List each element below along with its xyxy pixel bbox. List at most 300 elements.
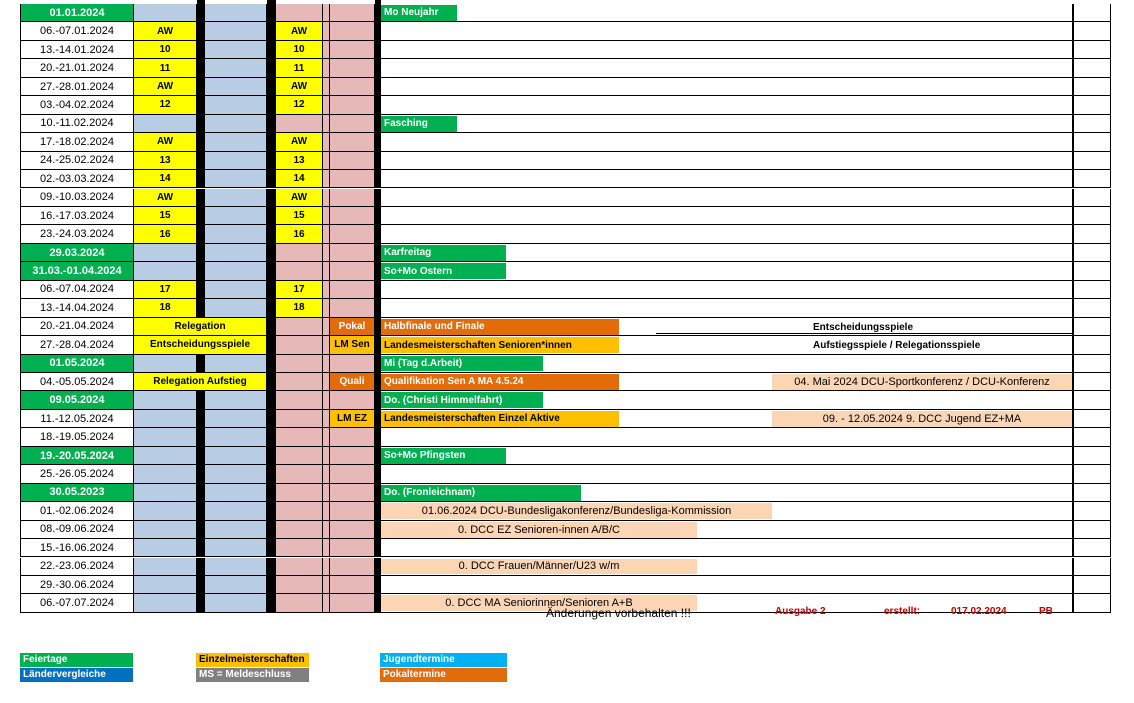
event-label: Halbfinale und Finale — [381, 319, 619, 335]
end-cell — [1073, 355, 1111, 373]
end-cell — [1073, 41, 1111, 59]
spacer-cell — [323, 521, 330, 539]
tag-cell — [330, 59, 375, 77]
round-cell-1: 15 — [134, 207, 197, 225]
round-cell-1: AW — [134, 78, 197, 96]
event-cell — [381, 576, 1073, 594]
round-cell-3 — [276, 373, 323, 391]
tag-cell — [330, 281, 375, 299]
tag-cell — [330, 539, 375, 557]
spacer-cell — [323, 78, 330, 96]
spacer-cell — [323, 281, 330, 299]
column-divider — [197, 262, 205, 280]
calendar-row — [0, 59, 1134, 77]
round-cell-1 — [134, 594, 197, 612]
end-cell — [1073, 502, 1111, 520]
column-divider — [197, 594, 205, 612]
column-divider — [197, 521, 205, 539]
round-cell-3: AW — [276, 189, 323, 207]
round-cell-2 — [205, 189, 267, 207]
date-cell: 16.-17.03.2024 — [20, 207, 134, 225]
calendar-row — [0, 558, 1134, 576]
round-cell-2 — [205, 447, 267, 465]
column-divider — [267, 576, 276, 594]
round-cell-3: 18 — [276, 299, 323, 317]
end-cell — [1073, 576, 1111, 594]
date-cell: 03.-04.02.2024 — [20, 96, 134, 114]
tag-cell: LM EZ — [330, 410, 375, 428]
span-label-cell: Relegation Aufstieg — [134, 373, 267, 391]
column-divider — [267, 318, 276, 336]
calendar-row — [0, 355, 1134, 373]
round-cell-1: 14 — [134, 170, 197, 188]
round-cell-2 — [205, 410, 267, 428]
end-cell — [1073, 299, 1111, 317]
calendar-row — [0, 4, 1134, 22]
round-cell-2 — [205, 465, 267, 483]
column-divider — [267, 189, 276, 207]
date-cell: 13.-14.04.2024 — [20, 299, 134, 317]
end-cell — [1073, 594, 1111, 612]
event-label: So+Mo Ostern — [381, 263, 506, 279]
column-divider — [197, 484, 205, 502]
round-cell-1 — [134, 502, 197, 520]
column-divider — [197, 96, 205, 114]
calendar-row — [0, 22, 1134, 40]
tag-cell — [330, 428, 375, 446]
column-divider — [267, 41, 276, 59]
date-cell: 17.-18.02.2024 — [20, 133, 134, 151]
column-divider — [197, 4, 205, 22]
end-cell — [1073, 22, 1111, 40]
round-cell-1 — [134, 484, 197, 502]
column-divider — [197, 225, 205, 243]
tag-cell — [330, 189, 375, 207]
event-cell — [381, 96, 1073, 114]
tag-cell — [330, 521, 375, 539]
column-divider — [267, 115, 276, 133]
spacer-cell — [323, 115, 330, 133]
event-cell — [381, 428, 1073, 446]
round-cell-1: 18 — [134, 299, 197, 317]
round-cell-2 — [205, 558, 267, 576]
round-cell-3: 10 — [276, 41, 323, 59]
end-cell — [1073, 447, 1111, 465]
tag-cell — [330, 465, 375, 483]
edition-label: Ausgabe 2 — [775, 606, 826, 617]
round-cell-1: AW — [134, 189, 197, 207]
tag-cell — [330, 225, 375, 243]
date-cell: 27.-28.01.2024 — [20, 78, 134, 96]
round-cell-1 — [134, 410, 197, 428]
end-cell — [1073, 4, 1111, 22]
calendar-row — [0, 299, 1134, 317]
event-cell — [381, 115, 1073, 133]
round-cell-1 — [134, 355, 197, 373]
spacer-cell — [323, 447, 330, 465]
event-cell — [381, 78, 1073, 96]
event-label: Do. (Fronleichnam) — [381, 485, 581, 501]
spacer-cell — [323, 170, 330, 188]
calendar-row — [0, 189, 1134, 207]
calendar-row — [0, 373, 1134, 391]
end-cell — [1073, 207, 1111, 225]
column-divider — [267, 355, 276, 373]
column-divider — [197, 189, 205, 207]
calendar-row — [0, 502, 1134, 520]
round-cell-2 — [205, 281, 267, 299]
round-cell-3 — [276, 262, 323, 280]
round-cell-1 — [134, 428, 197, 446]
column-divider — [197, 447, 205, 465]
round-cell-1: 12 — [134, 96, 197, 114]
spacer-cell — [323, 152, 330, 170]
event-label: Qualifikation Sen A MA 4.5.24 — [381, 374, 619, 390]
round-cell-1 — [134, 244, 197, 262]
round-cell-2 — [205, 22, 267, 40]
date-cell: 13.-14.01.2024 — [20, 41, 134, 59]
round-cell-2 — [205, 299, 267, 317]
calendar-row — [0, 465, 1134, 483]
spacer-cell — [323, 262, 330, 280]
end-cell — [1073, 410, 1111, 428]
spacer-cell — [323, 502, 330, 520]
calendar-row — [0, 207, 1134, 225]
column-divider — [197, 281, 205, 299]
date-cell: 27.-28.04.2024 — [20, 336, 134, 354]
round-cell-3: AW — [276, 22, 323, 40]
event-cell — [381, 41, 1073, 59]
legend-jugendtermine: Jugendtermine — [380, 653, 507, 667]
round-cell-3: 12 — [276, 96, 323, 114]
tag-cell — [330, 594, 375, 612]
column-divider — [267, 4, 276, 22]
end-cell — [1073, 59, 1111, 77]
column-divider — [197, 244, 205, 262]
event-cell — [381, 189, 1073, 207]
calendar-row — [0, 281, 1134, 299]
round-cell-2 — [205, 355, 267, 373]
calendar-row — [0, 152, 1134, 170]
spacer-cell — [323, 133, 330, 151]
date-cell: 01.-02.06.2024 — [20, 502, 134, 520]
end-cell — [1073, 133, 1111, 151]
calendar-row — [0, 521, 1134, 539]
round-cell-2 — [205, 133, 267, 151]
column-divider — [267, 225, 276, 243]
column-divider — [197, 41, 205, 59]
end-cell — [1073, 96, 1111, 114]
spacer-cell — [323, 373, 330, 391]
round-cell-3: 13 — [276, 152, 323, 170]
round-cell-2 — [205, 4, 267, 22]
round-cell-2 — [205, 262, 267, 280]
event-cell — [381, 207, 1073, 225]
event-cell — [381, 465, 1073, 483]
spacer-cell — [323, 336, 330, 354]
event-cell — [381, 152, 1073, 170]
event-cell — [381, 225, 1073, 243]
calendar-row — [0, 410, 1134, 428]
spacer-cell — [323, 41, 330, 59]
end-cell — [1073, 152, 1111, 170]
tag-cell — [330, 41, 375, 59]
event-label: Karfreitag — [381, 245, 506, 261]
round-cell-2 — [205, 521, 267, 539]
column-divider — [197, 22, 205, 40]
round-cell-1 — [134, 558, 197, 576]
tag-cell — [330, 170, 375, 188]
round-cell-2 — [205, 207, 267, 225]
round-cell-1 — [134, 521, 197, 539]
end-cell — [1073, 521, 1111, 539]
end-cell — [1073, 373, 1111, 391]
column-divider — [197, 152, 205, 170]
column-divider — [267, 133, 276, 151]
calendar-row — [0, 96, 1134, 114]
event-label: Fasching — [381, 116, 457, 132]
event-cell — [381, 281, 1073, 299]
round-cell-1: 11 — [134, 59, 197, 77]
column-divider — [267, 428, 276, 446]
column-divider — [267, 484, 276, 502]
tag-cell — [330, 558, 375, 576]
spacer-cell — [323, 355, 330, 373]
spacer-cell — [323, 225, 330, 243]
end-cell — [1073, 281, 1111, 299]
spacer-cell — [323, 465, 330, 483]
round-cell-2 — [205, 225, 267, 243]
end-cell — [1073, 391, 1111, 409]
column-divider — [197, 502, 205, 520]
column-divider — [267, 207, 276, 225]
event-cell — [381, 539, 1073, 557]
end-cell — [1073, 262, 1111, 280]
round-cell-3: AW — [276, 133, 323, 151]
date-cell: 04.-05.05.2024 — [20, 373, 134, 391]
calendar-row — [0, 428, 1134, 446]
round-cell-3: 15 — [276, 207, 323, 225]
round-cell-2 — [205, 244, 267, 262]
tag-cell — [330, 299, 375, 317]
legend-meldeschluss: MS = Meldeschluss — [196, 668, 309, 682]
tag-cell — [330, 447, 375, 465]
column-divider — [267, 502, 276, 520]
event-label: 01.06.2024 DCU-Bundesligakonferenz/Bundesliga-Kommission — [381, 503, 772, 519]
round-cell-3: 14 — [276, 170, 323, 188]
calendar-row — [0, 336, 1134, 354]
end-cell — [1073, 225, 1111, 243]
column-divider — [267, 558, 276, 576]
column-divider — [197, 465, 205, 483]
changes-note: Änderungen vorbehalten !!! — [546, 606, 691, 620]
column-divider — [267, 152, 276, 170]
calendar-row — [0, 447, 1134, 465]
date-cell: 29.03.2024 — [20, 244, 134, 262]
spacer-cell — [323, 594, 330, 612]
date-cell: 08.-09.06.2024 — [20, 521, 134, 539]
tag-cell — [330, 78, 375, 96]
calendar-row — [0, 115, 1134, 133]
tag-cell: Pokal — [330, 318, 375, 336]
spacer-cell — [323, 299, 330, 317]
date-cell: 06.-07.01.2024 — [20, 22, 134, 40]
round-cell-2 — [205, 59, 267, 77]
column-divider — [197, 410, 205, 428]
spacer-cell — [323, 539, 330, 557]
column-divider — [267, 170, 276, 188]
tag-cell — [330, 244, 375, 262]
calendar-row — [0, 484, 1134, 502]
column-divider — [197, 428, 205, 446]
round-cell-2 — [205, 428, 267, 446]
round-cell-1 — [134, 465, 197, 483]
column-divider — [267, 410, 276, 428]
calendar-row — [0, 78, 1134, 96]
round-cell-1 — [134, 576, 197, 594]
calendar-row — [0, 41, 1134, 59]
end-cell — [1073, 539, 1111, 557]
event-cell — [381, 170, 1073, 188]
side-note: Entscheidungsspiele — [813, 321, 914, 333]
column-divider — [267, 465, 276, 483]
date-cell: 20.-21.01.2024 — [20, 59, 134, 77]
spacer-cell — [323, 59, 330, 77]
date-cell: 11.-12.05.2024 — [20, 410, 134, 428]
event-label: Mo Neujahr — [381, 5, 457, 21]
column-divider — [197, 133, 205, 151]
end-cell — [1073, 244, 1111, 262]
span-label-cell: Entscheidungsspiele — [134, 336, 267, 354]
tag-cell — [330, 96, 375, 114]
date-cell: 23.-24.03.2024 — [20, 225, 134, 243]
round-cell-2 — [205, 115, 267, 133]
date-cell: 29.-30.06.2024 — [20, 576, 134, 594]
event-label: 0. DCC Frauen/Männer/U23 w/m — [381, 559, 697, 575]
round-cell-3 — [276, 115, 323, 133]
date-cell: 06.-07.04.2024 — [20, 281, 134, 299]
event-cell — [381, 133, 1073, 151]
spacer-cell — [323, 96, 330, 114]
date-cell: 18.-19.05.2024 — [20, 428, 134, 446]
tag-cell — [330, 576, 375, 594]
calendar-row — [0, 133, 1134, 151]
round-cell-1 — [134, 115, 197, 133]
date-cell: 09.-10.03.2024 — [20, 189, 134, 207]
round-cell-3 — [276, 244, 323, 262]
column-divider — [267, 447, 276, 465]
spacer-cell — [323, 207, 330, 225]
round-cell-3: 17 — [276, 281, 323, 299]
event-label: Do. (Christi Himmelfahrt) — [381, 392, 543, 408]
round-cell-2 — [205, 78, 267, 96]
created-label: erstellt: — [884, 606, 921, 617]
spacer-cell — [323, 484, 330, 502]
event-cell — [381, 299, 1073, 317]
event-label: Landesmeisterschaften Einzel Aktive — [381, 411, 619, 427]
end-cell — [1073, 558, 1111, 576]
legend-laendervergleiche: Ländervergleiche — [20, 668, 133, 682]
round-cell-2 — [205, 594, 267, 612]
spacer-cell — [323, 4, 330, 22]
round-cell-3 — [276, 558, 323, 576]
calendar-row — [0, 244, 1134, 262]
round-cell-3 — [276, 336, 323, 354]
side-divider — [656, 333, 1073, 334]
spacer-cell — [323, 318, 330, 336]
column-divider — [267, 539, 276, 557]
tag-cell: LM Sen — [330, 336, 375, 354]
column-divider — [197, 299, 205, 317]
spacer-cell — [323, 391, 330, 409]
round-cell-1: 13 — [134, 152, 197, 170]
round-cell-3 — [276, 465, 323, 483]
tag-cell — [330, 484, 375, 502]
end-cell — [1073, 336, 1111, 354]
column-divider — [197, 576, 205, 594]
end-cell — [1073, 428, 1111, 446]
round-cell-2 — [205, 170, 267, 188]
round-cell-3 — [276, 576, 323, 594]
round-cell-3 — [276, 447, 323, 465]
end-cell — [1073, 170, 1111, 188]
round-cell-2 — [205, 391, 267, 409]
tag-cell — [330, 262, 375, 280]
spacer-cell — [323, 244, 330, 262]
round-cell-3 — [276, 502, 323, 520]
peach-note: 04. Mai 2024 DCU-Sportkonferenz / DCU-Konferenz — [772, 374, 1072, 390]
date-cell: 09.05.2024 — [20, 391, 134, 409]
date-cell: 01.05.2024 — [20, 355, 134, 373]
date-cell: 10.-11.02.2024 — [20, 115, 134, 133]
event-cell — [381, 59, 1073, 77]
date-cell: 31.03.-01.04.2024 — [20, 262, 134, 280]
end-cell — [1073, 465, 1111, 483]
tag-cell — [330, 115, 375, 133]
column-divider — [197, 59, 205, 77]
calendar-row — [0, 539, 1134, 557]
calendar-row — [0, 318, 1134, 336]
column-divider — [267, 299, 276, 317]
column-divider — [267, 594, 276, 612]
date-cell: 01.01.2024 — [20, 4, 134, 22]
round-cell-1: AW — [134, 22, 197, 40]
round-cell-1 — [134, 391, 197, 409]
side-note: Aufstiegsspiele / Relegationsspiele — [813, 340, 981, 352]
column-divider — [197, 170, 205, 188]
date-cell: 20.-21.04.2024 — [20, 318, 134, 336]
column-divider — [267, 59, 276, 77]
round-cell-1: AW — [134, 133, 197, 151]
round-cell-2 — [205, 96, 267, 114]
round-cell-2 — [205, 152, 267, 170]
created-date: 017.02.2024 — [951, 606, 1007, 617]
round-cell-3 — [276, 355, 323, 373]
column-divider — [267, 391, 276, 409]
column-divider — [197, 115, 205, 133]
round-cell-2 — [205, 576, 267, 594]
calendar-row — [0, 576, 1134, 594]
round-cell-3 — [276, 391, 323, 409]
date-cell: 19.-20.05.2024 — [20, 447, 134, 465]
round-cell-3 — [276, 318, 323, 336]
legend-pokaltermine: Pokaltermine — [380, 668, 507, 682]
column-divider — [267, 78, 276, 96]
legend-feiertage: Feiertage — [20, 653, 133, 667]
calendar-row — [0, 262, 1134, 280]
date-cell: 22.-23.06.2024 — [20, 558, 134, 576]
round-cell-3 — [276, 428, 323, 446]
